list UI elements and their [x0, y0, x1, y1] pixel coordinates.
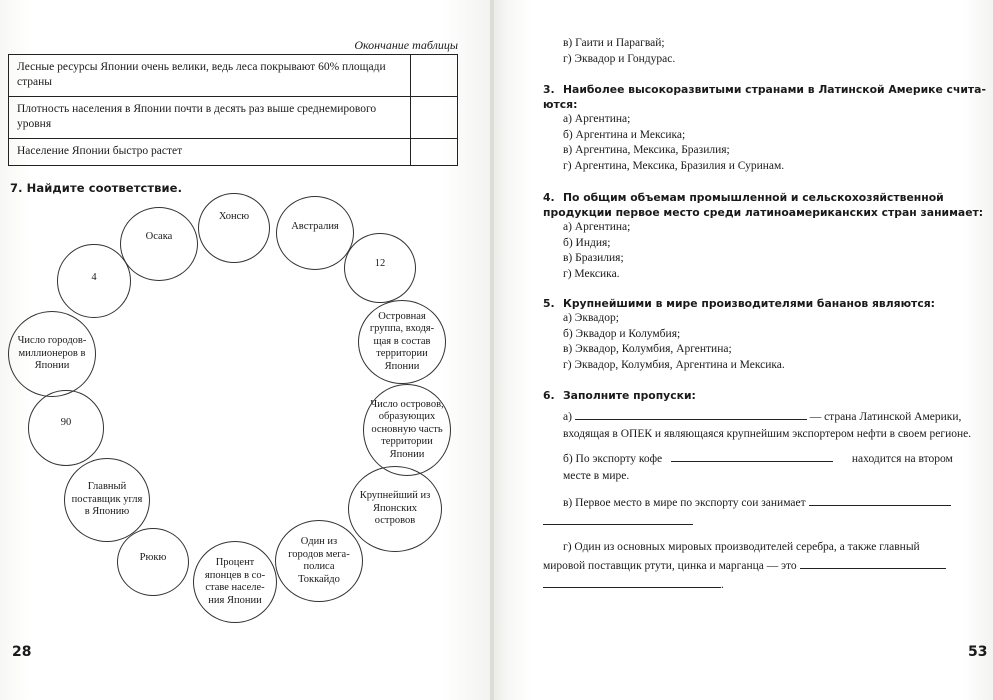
circle-megapolis[interactable]: Один из городов мегаполиса Токкайдо — [275, 520, 363, 602]
table-cell-answer[interactable] — [411, 97, 458, 139]
option-item[interactable]: а) Эквадор; — [563, 312, 619, 324]
option-item[interactable]: в) Эквадор, Колумбия, Аргентина; — [563, 343, 732, 355]
circle-island-group[interactable]: Островная группа, входящая в состав территории Японии — [358, 300, 446, 384]
question-6-heading: 6. Заполните пропуски: — [543, 389, 696, 402]
question-7-title: 7. Найдите соответствие. — [10, 181, 183, 195]
option-item[interactable]: в) Бразилия; — [563, 252, 624, 264]
fill-item-g: г) Один из основных мировых производителей серебра, а также главный — [563, 541, 920, 553]
page-number-right: 53 — [968, 644, 988, 660]
option-item[interactable]: г) Эквадор, Колумбия, Аргентина и Мексика. — [563, 358, 785, 371]
circle-largest-island[interactable]: Крупнейший из Японских островов — [348, 466, 442, 552]
question-3-heading: 3. Наиболее высокоразвитыми странами в Латинской Америке считаются: — [543, 83, 986, 111]
circle-ninety[interactable]: 90 — [28, 390, 104, 466]
question-5-heading: 5. Крупнейшими в мире производителями бананов являются: — [543, 297, 935, 310]
circle-honsyu[interactable]: Хонсю — [198, 193, 270, 263]
question-2-tail — [543, 36, 989, 67]
question-4 — [543, 190, 989, 282]
option-item[interactable]: а) Аргентина; — [563, 113, 631, 125]
question-6 — [543, 388, 989, 594]
page-number-left: 28 — [12, 644, 32, 660]
fill-item-a: а) — страна Латинской Америки, — [543, 407, 989, 426]
fill-blank-v-1[interactable] — [809, 493, 951, 506]
circle-millionaire-cities[interactable]: Число городов-миллионеров в Японии — [8, 311, 96, 397]
fill-blank-v-2[interactable] — [543, 512, 693, 525]
circle-four[interactable]: 4 — [57, 244, 131, 318]
table-row — [9, 55, 458, 97]
fill-item-b: б) По экспорту кофе находится на втором — [543, 449, 989, 468]
circle-twelve[interactable]: 12 — [344, 233, 416, 303]
table-cell-statement: Лесные ресурсы Японии очень велики, ведь леса покрывают 60% площади страны — [9, 55, 411, 97]
fill-item-v-line2 — [543, 512, 989, 531]
table-row — [9, 97, 458, 139]
table-cell-statement: Плотность населения в Японии почти в десять раз выше среднемирового уровня — [9, 97, 411, 139]
circle-australia[interactable]: Австралия — [276, 196, 354, 270]
fill-item-a-rest: входящая в ОПЕК и являющаяся крупнейшим экспортером нефти в своем регионе. — [563, 428, 972, 440]
fill-item-b-rest: месте в мире. — [563, 470, 630, 482]
option-item[interactable]: г) Мексика. — [563, 267, 620, 280]
circle-osaka[interactable]: Осака — [120, 207, 198, 281]
fill-item-g-line2: мировой поставщик ртути, цинка и марганца — это — [543, 556, 989, 575]
table-cell-statement: Население Японии быстро растет — [9, 139, 411, 166]
option-item[interactable]: б) Аргентина и Мексика; — [563, 128, 686, 141]
book-fold — [490, 0, 494, 700]
option-item[interactable]: а) Аргентина; — [563, 221, 631, 233]
question-4-heading: 4. По общим объемам промышленной и сельскохозяйственной продукции первое место среди латиноамериканских стран занимает: — [543, 191, 984, 219]
fill-blank-a[interactable] — [575, 407, 807, 420]
statements-table — [8, 54, 458, 166]
table-cell-answer[interactable] — [411, 55, 458, 97]
circle-percent-japanese[interactable]: Процент японцев в составе населения Японии — [193, 541, 277, 623]
fill-item-v: в) Первое место в мире по экспорту сои занимает — [543, 493, 989, 512]
option-item[interactable]: в) Аргентина, Мексика, Бразилия; — [563, 144, 730, 156]
table-cell-answer[interactable] — [411, 139, 458, 166]
circle-coal-supplier[interactable]: Главный поставщик угля в Японию — [64, 458, 150, 542]
fill-blank-g-1[interactable] — [800, 556, 946, 569]
table-row — [9, 139, 458, 166]
option-item[interactable]: б) Эквадор и Колумбия; — [563, 327, 681, 340]
table-caption: Окончание таблицы — [354, 38, 458, 52]
option-item[interactable]: г) Аргентина, Мексика, Бразилия и Суринам. — [563, 159, 785, 172]
option-item[interactable]: в) Гаити и Парагвай; — [563, 37, 665, 49]
fill-blank-g-2[interactable] — [543, 575, 721, 588]
fill-item-g-line3: . — [543, 575, 989, 594]
circle-islands-count[interactable]: Число островов, образующих основную часть территории Японии — [363, 384, 451, 476]
option-item[interactable]: г) Эквадор и Гондурас. — [563, 52, 676, 65]
circle-ryukyu[interactable]: Рюкю — [117, 528, 189, 596]
question-3 — [543, 82, 989, 174]
question-5 — [543, 296, 989, 373]
fill-blank-b[interactable] — [671, 449, 833, 462]
option-item[interactable]: б) Индия; — [563, 236, 611, 249]
